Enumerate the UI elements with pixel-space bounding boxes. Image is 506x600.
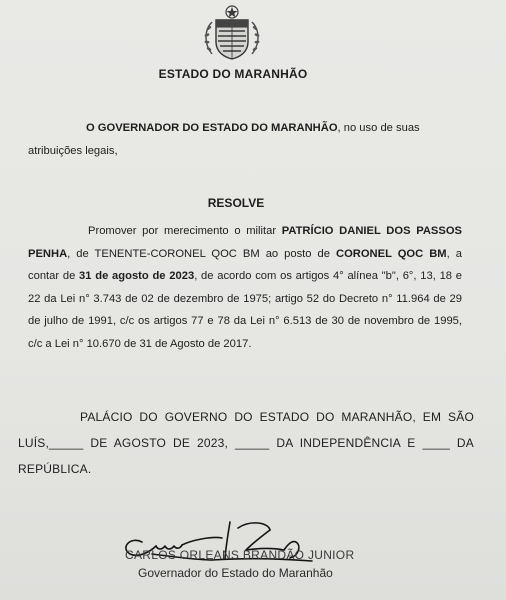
- governor-title: O GOVERNADOR DO ESTADO DO MARANHÃO: [86, 122, 338, 134]
- decree-text-3: , a contar de: [28, 247, 462, 282]
- coat-of-arms-icon: [198, 2, 266, 62]
- opening-paragraph: [28, 117, 468, 162]
- decree-text-2: , de TENENTE-CORONEL QOC BM ao posto de: [67, 247, 336, 260]
- opening-rest: , no uso de suas atribuições legais,: [28, 122, 420, 157]
- new-rank: CORONEL QOC BM: [335, 247, 447, 260]
- resolve-heading: RESOLVE: [207, 196, 265, 210]
- state-title: ESTADO DO MARANHÃO: [158, 67, 308, 81]
- decree-paragraph: [28, 220, 462, 355]
- promoted-name: PATRÍCIO DANIEL DOS PASSOS PENHA: [28, 225, 462, 260]
- effective-date: 31 de agosto de 2023: [79, 270, 195, 282]
- signatory-role: Governador do Estado do Maranhão: [138, 566, 333, 580]
- decree-text-1: Promover por merecimento o militar: [88, 225, 282, 237]
- signatory-name: CARLOS ORLEANS BRANDÃO JUNIOR: [125, 548, 355, 562]
- palace-closing: PALÁCIO DO GOVERNO DO ESTADO DO MARANHÃO, EM SÃO LUÍS,_____ DE AGOSTO DE 2023, _____ DA INDEPENDÊNCIA E ____ DA REPÚBLICA.: [18, 410, 474, 476]
- decree-text-4: , de acordo com os artigos 4° alínea "b", 6°, 13, 18 e 22 da Lei n° 3.743 de 02 de dezembro de 1975; artigo 52 do Decreto n° 11.964 de 29 de julho de 1991, c/c os artigos 77 e 78 da Lei n° 6.513 de 30 de novembro de 1995, c/c a Lei n° 10.670 de 31 de Agosto de 2017.: [28, 270, 462, 350]
